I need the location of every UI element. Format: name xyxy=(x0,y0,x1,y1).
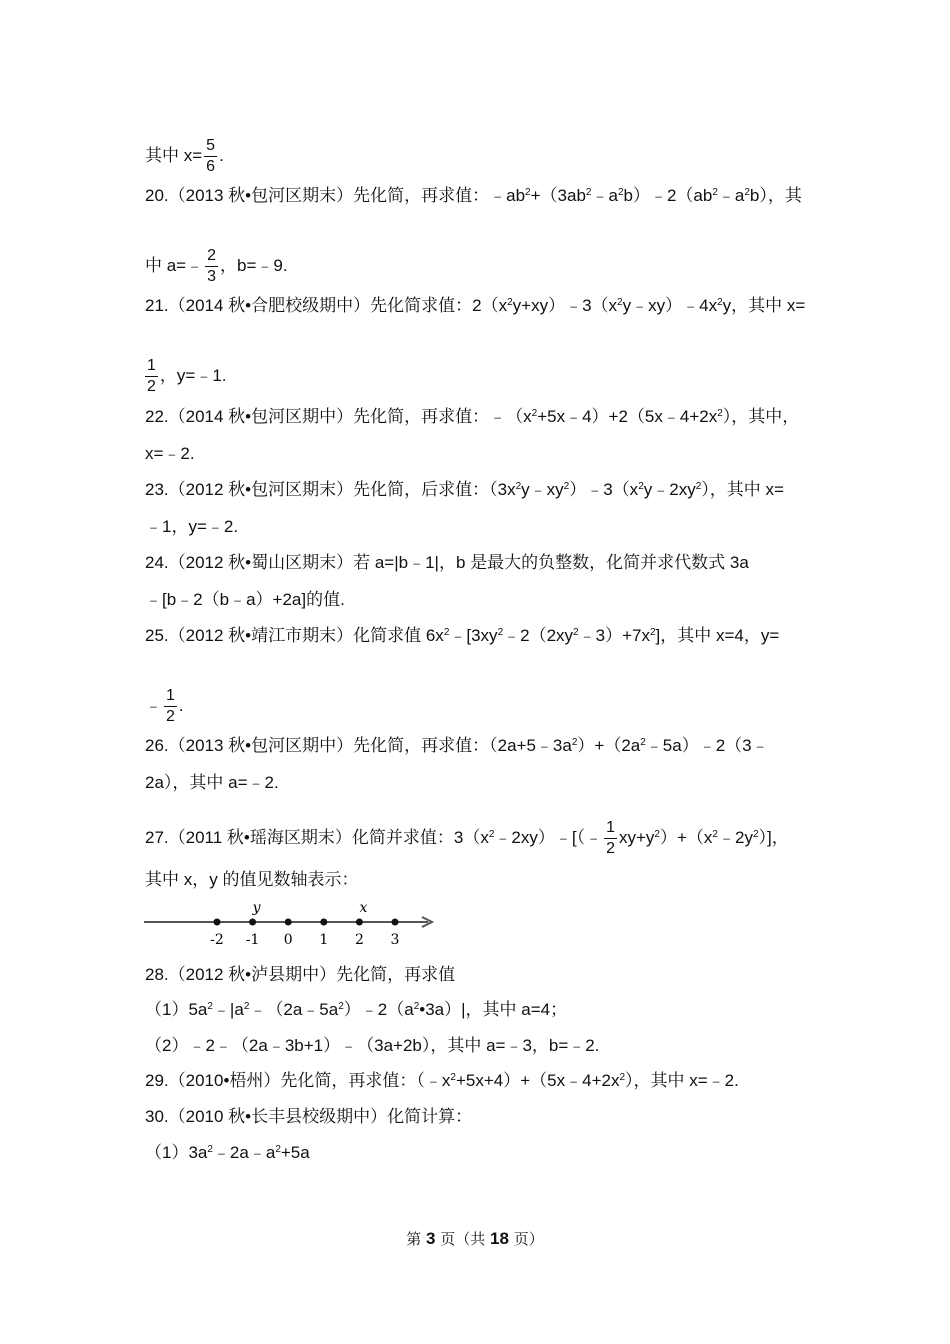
problem-24-line1: 24.（2012 秋•蜀山区期末）若 a=|b﹣1|，b 是最大的负整数，化简并求代数式 3a xyxy=(145,553,749,572)
axis-point xyxy=(392,919,399,926)
problem-27-line2: 其中 x，y 的值见数轴表示： xyxy=(145,870,359,889)
problem-22-line2: x=﹣2. xyxy=(145,444,195,463)
axis-point xyxy=(214,919,221,926)
problem-25-line1: 25.（2012 秋•靖江市期末）化简求值 $6x^2﹣[3xy^2﹣2(2xy^2﹣3)+7x^2]$，其中 x=4，y= xyxy=(145,626,780,645)
axis-tick-label: 1 xyxy=(319,932,329,948)
fraction: $\frac{1}{2}$ xyxy=(606,819,615,857)
problem-26-line2: 2a），其中 a=﹣2. xyxy=(145,773,279,792)
problem-27-line1: 27.（2011 秋•瑶海区期末）化简并求值：$3(x^2﹣2xy)﹣[(﹣$ $\frac{1}{2}$ $xy+y^2)+(x^2﹣2y^2)$]， xyxy=(145,819,789,857)
problem-23-line2: ﹣1，y=﹣2. xyxy=(145,517,239,536)
axis-ticks xyxy=(210,900,399,948)
problem-25-line2: ﹣ $\frac{1}{2}$ . xyxy=(145,687,184,725)
problem-21-line2: $\frac{1}{2}$ ，y=﹣1. xyxy=(147,357,227,395)
problem-19-tail: 其中 x= $\frac{5}{6}$ . xyxy=(145,137,224,175)
axis-tick-label: 0 xyxy=(283,932,293,948)
problem-30-title: 30.（2010 秋•长丰县校级期中）化简计算： xyxy=(145,1107,473,1126)
axis-point xyxy=(249,919,256,926)
problem-24-line2: ﹣[b﹣2（b﹣a）+2a]的值. xyxy=(145,590,345,609)
problem-20-line1: 20.（2013 秋•包河区期末）先化简，再求值：$﹣ab^2+(3ab^2﹣a^2b)﹣2(ab^2﹣a^2b)$，其 xyxy=(145,186,802,205)
axis-tick-label: 3 xyxy=(390,932,400,948)
problem-20-line2: 中 a=﹣ $\frac{2}{3}$ ，b=﹣9. xyxy=(145,247,288,285)
page-number: 3 xyxy=(426,1229,436,1248)
number-line xyxy=(144,898,444,950)
axis-tick-label: -2 xyxy=(210,932,224,948)
problem-28-part2: （2）﹣2﹣（2a﹣3b+1）﹣（3a+2b），其中 a=﹣3，b=﹣2. xyxy=(145,1036,600,1055)
fraction: $\frac{2}{3}$ xyxy=(207,247,217,285)
fraction: $\frac{5}{6}$ xyxy=(206,137,216,175)
axis-tick-label: -1 xyxy=(245,932,260,948)
axis-variable-label: x xyxy=(359,900,368,916)
axis-point xyxy=(320,919,327,926)
fraction: $\frac{1}{2}$ xyxy=(166,687,175,725)
axis-point xyxy=(285,919,292,926)
problem-30-part1: $(1)3a^2﹣2a﹣a^2+5a$ xyxy=(145,1143,310,1162)
axis-point xyxy=(356,919,363,926)
problem-29: 29.（2010•梧州）先化简，再求值：$(﹣x^2+5x+4)+(5x﹣4+2x^2)$，其中 x=﹣2. xyxy=(145,1071,739,1090)
problem-28-title: 28.（2012 秋•泸县期中）先化简，再求值 xyxy=(145,965,456,984)
problem-23-line1: 23.（2012 秋•包河区期末）先化简，后求值：$(3x^2y﹣xy^2)﹣3(x^2y﹣2xy^2)$，其中 x= xyxy=(145,480,784,499)
axis-variable-label: y xyxy=(252,900,261,916)
axis-tick-label: 2 xyxy=(354,932,364,948)
problem-28-part1: $(1)5a^2﹣|a^2﹣(2a﹣5a^2)﹣2(a^2•3a)|$，其中 a=4； xyxy=(145,1000,568,1019)
problem-26-line1: 26.（2013 秋•包河区期中）先化简，再求值：$(2a+5﹣3a^2)+(2a^2﹣5a)﹣2(3﹣$ xyxy=(145,736,769,755)
fraction: $\frac{1}{2}$ xyxy=(147,357,156,395)
problem-21-line1: 21.（2014 秋•合肥校级期中）先化简求值：$2(x^2y+xy)﹣3(x^2y﹣xy)﹣4x^2y$，其中 x= xyxy=(145,296,806,315)
problem-22-line1: 22.（2014 秋•包河区期中）先化简，再求值：$﹣(x^2+5x﹣4)+2(5x﹣4+2x^2)$，其中， xyxy=(145,407,800,426)
page-total: 18 xyxy=(490,1229,509,1248)
page-footer: 第 3 页（共 18 页） xyxy=(406,1229,544,1248)
